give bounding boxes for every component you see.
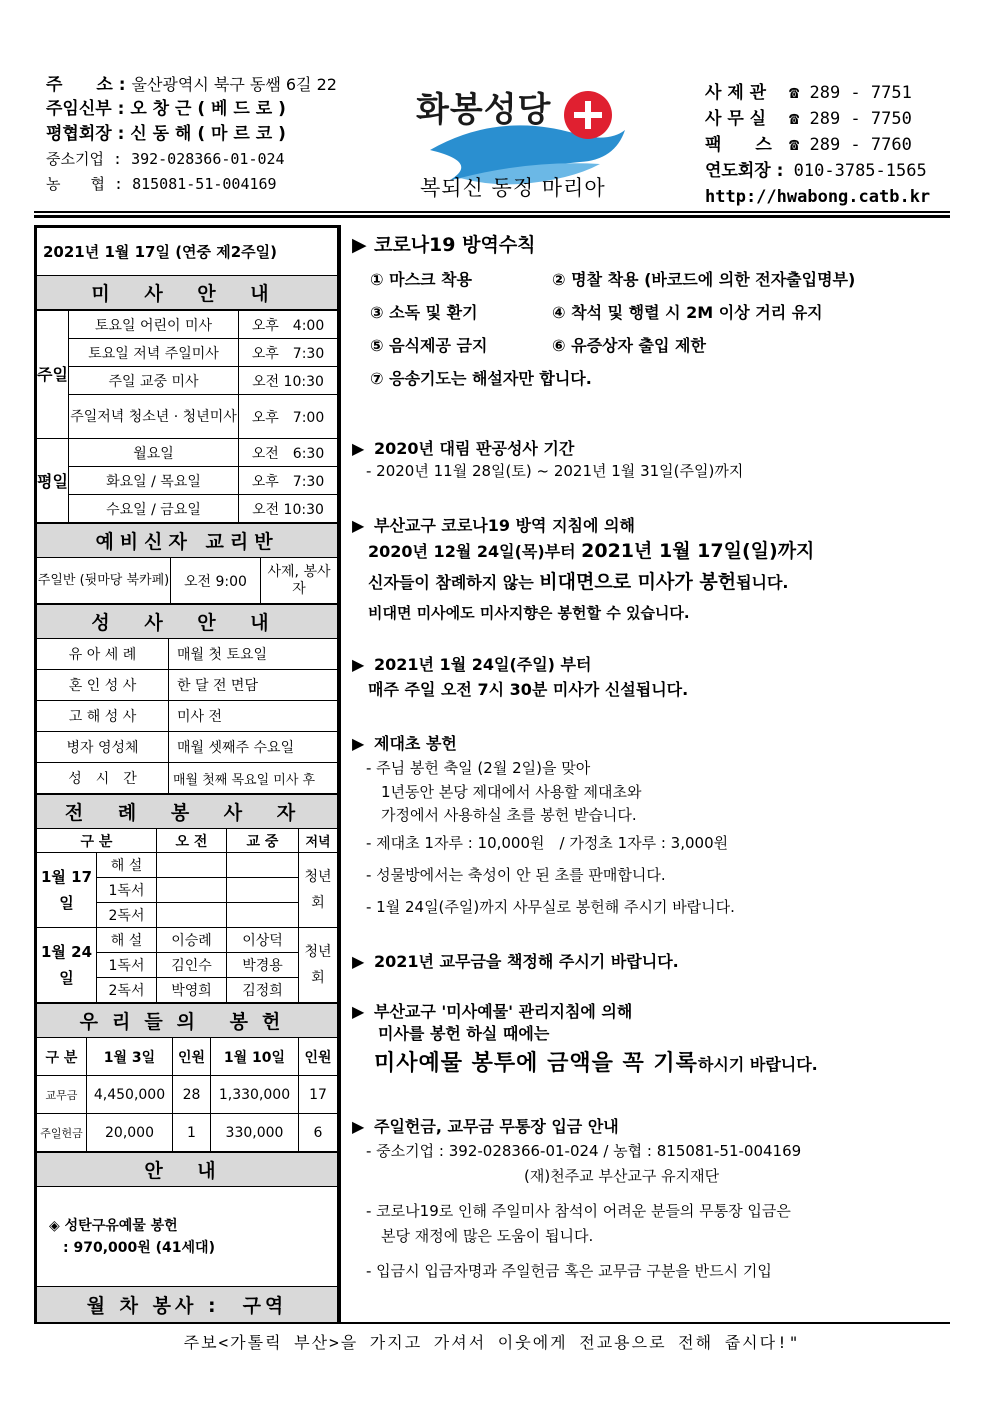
offering-count: 17 [299, 1076, 338, 1114]
office-label: 사 무 실 [705, 109, 767, 129]
pastor-label: 주임신부 [46, 99, 112, 119]
sacrament-name: 병자 영성체 [37, 732, 169, 763]
mass-name: 수요일 / 금요일 [69, 495, 239, 523]
rule-item: ⑥ 유증상자 출입 제한 [552, 336, 706, 355]
left-column [34, 225, 340, 1322]
candle-line: - 주님 봉헌 축일 (2월 2일)을 맞아 [366, 759, 591, 777]
liturgy-role: 1독서 [97, 878, 157, 903]
notice-line: ◈ 성탄구유예물 봉헌 [49, 1217, 178, 1234]
mass-name: 토요일 저녁 주일미사 [69, 339, 239, 367]
contact-label: 연도회장 : [705, 161, 784, 181]
header-info: 주 소 : 울산광역시 북구 동쌤 6길 22 주임신부 : 오 창 근 ( 베 드 로 ) 평협회장 : 신 동 해 ( 마 르 코 ) 중소기업 : 392-028366-01-024 농 협 : 815081-51-004169 [46, 75, 337, 193]
sacrament-name: 성 시 간 [37, 763, 169, 794]
footer-divider [34, 1322, 950, 1324]
rectory-label: 사 제 관 [705, 83, 767, 103]
office-phone: ☎ 289 - 7750 [789, 109, 912, 129]
offering-header: 1월 3일 [87, 1038, 173, 1076]
catechumen-table [36, 523, 338, 604]
offering-count: 28 [173, 1076, 211, 1114]
contact-info [705, 80, 955, 210]
offering-title: 우리들의 봉헌 [37, 1004, 338, 1038]
liturgy-table [36, 794, 338, 1003]
notice-title: 안 내 [37, 1153, 338, 1187]
candle-line: - 1월 24일(주일)까지 사무실로 봉헌해 주시기 바랍니다. [366, 898, 735, 916]
mass-time: 오후 7:30 [239, 339, 338, 367]
offering-count: 1 [173, 1114, 211, 1152]
mass-time: 오전 6:30 [239, 439, 338, 467]
notice-body [37, 1187, 338, 1287]
bank2-label: 농 협 [46, 175, 105, 193]
sacrament-table [36, 604, 338, 794]
candle-line: 1년동안 본당 제대에서 사용할 제대초와 [366, 783, 642, 801]
offering-amount: 20,000 [87, 1114, 173, 1152]
covid-title: 코로나19 방역수칙 [374, 234, 536, 256]
rectory-phone: ☎ 289 - 7751 [789, 83, 912, 103]
patron-name: 복되신 동정 마리아 [420, 176, 606, 200]
offering-rule-big: 미사예물 봉투에 금액을 꼭 기록 [374, 1051, 698, 1076]
bank-line: - 중소기업 : 392-028366-01-024 / 농협 : 815081-51-004169 [366, 1142, 802, 1160]
offering-type: 교무금 [37, 1076, 87, 1114]
offering-rule-title: 부산교구 '미사예물' 관리지침에 의해 [374, 1002, 633, 1021]
monthly-label: 월 차 봉사 : [86, 1295, 220, 1317]
candle-line: - 제대초 1자루 : 10,000원 / 가정초 1자루 : 3,000원 [366, 834, 729, 852]
catechumen-teacher: 사제, 봉사자 [261, 558, 338, 604]
busan-line2a: 신자들이 참례하지 않는 [368, 573, 540, 592]
liturgy-header: 오 전 [157, 829, 227, 853]
candle-title: 제대초 봉헌 [374, 734, 457, 753]
offering-header: 인원 [173, 1038, 211, 1076]
sunday-label: 주일 [37, 311, 69, 439]
rule-item: ⑤ 음식제공 금지 [370, 336, 488, 355]
rule-item: ④ 착석 및 행렬 시 2M 이상 거리 유지 [552, 303, 823, 322]
mass-title: 미 사 안 내 [37, 276, 338, 310]
header-divider [34, 211, 950, 213]
liturgy-am [157, 878, 227, 903]
liturgy-role: 1독서 [97, 953, 157, 978]
bank1-label: 중소기업 [46, 150, 104, 168]
liturgy-role: 해 설 [97, 853, 157, 878]
liturgy-main [227, 903, 299, 928]
pastor: 오 창 근 ( 베 드 로 ) [130, 99, 286, 119]
busan-line1b: 2021년 1월 17일(일)까지 [581, 540, 815, 562]
website-link[interactable]: http://hwabong.catb.kr [705, 187, 931, 207]
advent-line: - 2020년 11월 28일(토) ~ 2021년 1월 31일(주일)까지 [366, 462, 744, 480]
bulletin-date: 2021년 1월 17일 (연중 제2주일) [37, 228, 338, 276]
offering-amount: 1,330,000 [211, 1076, 299, 1114]
left-table [36, 227, 338, 310]
offering-header: 인원 [299, 1038, 338, 1076]
monthly-value: 구역 [242, 1295, 288, 1317]
offering-amount: 330,000 [211, 1114, 299, 1152]
president: 신 동 해 ( 마 르 코 ) [130, 124, 286, 144]
sacrament-when: 한 달 전 면담 [169, 670, 338, 701]
mass-time: 오후 4:00 [239, 311, 338, 339]
offering-count: 6 [299, 1114, 338, 1152]
liturgy-header: 구 분 [37, 829, 157, 853]
catechumen-time: 오전 9:00 [171, 558, 261, 604]
busan-line2b: 비대면으로 미사가 봉헌 [539, 571, 737, 593]
mass-time: 오전 10:30 [239, 367, 338, 395]
mass-name: 화요일 / 목요일 [69, 467, 239, 495]
catechumen-class: 주일반 (뒷마당 북카페) [37, 558, 171, 604]
mass-name: 주일저녁 청소년 · 청년미사 [69, 395, 239, 439]
busan-line1a: 2020년 12월 24일(목)부터 [368, 542, 582, 561]
parish-logo [410, 80, 640, 210]
notice-table [36, 1152, 338, 1323]
offering-amount: 4,450,000 [87, 1076, 173, 1114]
bank2-account: 815081-51-004169 [132, 175, 277, 193]
liturgy-am: 김인수 [157, 953, 227, 978]
offering-type: 주일헌금 [37, 1114, 87, 1152]
offering-header: 1월 10일 [211, 1038, 299, 1076]
bank-line: - 코로나19로 인해 주일미사 참석이 어려운 분들의 무통장 입금은 [366, 1202, 791, 1220]
new-mass-title: 2021년 1월 24일(주일) 부터 [374, 655, 592, 674]
offering-table [36, 1003, 338, 1152]
sacrament-when: 매월 첫째 목요일 미사 후 [169, 763, 338, 794]
bank1-account: 392-028366-01-024 [131, 150, 285, 168]
rule-item: ⑦ 응송기도는 해설자만 합니다. [370, 369, 592, 388]
fax-phone: ☎ 289 - 7760 [789, 135, 912, 155]
notice-line: : 970,000원 (41세대) [49, 1239, 215, 1256]
advent-title: 2020년 대림 판공성사 기간 [374, 439, 575, 458]
footer-text: 주보<가톨릭 부산>을 가지고 가셔서 이웃에게 전교용으로 전해 줍시다!" [183, 1333, 801, 1352]
tithe-title: 2021년 교무금을 책정해 주시기 바랍니다. [374, 952, 679, 971]
mass-table [36, 310, 338, 523]
address: 울산광역시 북구 동쌤 6길 22 [131, 75, 337, 94]
liturgy-main: 김정희 [227, 978, 299, 1003]
liturgy-title: 전 례 봉 사 자 [37, 795, 338, 829]
candle-line: - 성물방에서는 축성이 안 된 초를 판매합니다. [366, 866, 666, 884]
contact-phone: 010-3785-1565 [793, 161, 927, 181]
catechumen-title: 예비신자 교리반 [37, 524, 338, 558]
liturgy-main [227, 853, 299, 878]
liturgy-main [227, 878, 299, 903]
bank-line: 본당 재정에 많은 도움이 됩니다. [366, 1227, 594, 1245]
president-label: 평협회장 [46, 124, 112, 144]
liturgy-role: 2독서 [97, 903, 157, 928]
bank-line: (재)천주교 부산교구 유지재단 [524, 1167, 720, 1185]
liturgy-header: 저녁 [299, 829, 338, 853]
liturgy-am [157, 853, 227, 878]
weekday-label: 평일 [37, 439, 69, 523]
mass-name: 월요일 [69, 439, 239, 467]
offering-rule-line1: 미사를 봉헌 하실 때에는 [378, 1024, 550, 1043]
liturgy-am: 박영희 [157, 978, 227, 1003]
offering-header: 구 분 [37, 1038, 87, 1076]
liturgy-date: 1월 24일 [37, 928, 97, 1003]
candle-line: 가정에서 사용하실 초를 봉헌 받습니다. [366, 806, 637, 824]
mass-name: 주일 교중 미사 [69, 367, 239, 395]
sacrament-name: 유 아 세 례 [37, 639, 169, 670]
liturgy-am: 이승례 [157, 928, 227, 953]
column-divider [339, 225, 341, 1322]
header-divider-thick [34, 215, 950, 218]
address-label: 주 소 [46, 75, 113, 95]
sacrament-name: 고 해 성 사 [37, 701, 169, 732]
rule-item: ① 마스크 착용 [370, 270, 472, 289]
sacrament-when: 미사 전 [169, 701, 338, 732]
liturgy-am [157, 903, 227, 928]
mass-time: 오후 7:30 [239, 467, 338, 495]
sacrament-title: 성 사 안 내 [37, 605, 338, 639]
rule-item: ② 명찰 착용 (바코드에 의한 전자출입명부) [552, 270, 856, 289]
busan-line2c: 됩니다. [736, 573, 789, 592]
liturgy-header: 교 중 [227, 829, 299, 853]
mass-name: 토요일 어린이 미사 [69, 311, 239, 339]
sacrament-name: 혼 인 성 사 [37, 670, 169, 701]
liturgy-date: 1월 17일 [37, 853, 97, 928]
new-mass-line: 매주 주일 오전 7시 30분 미사가 신설됩니다. [368, 680, 689, 699]
parish-name: 화봉성당 [416, 90, 552, 130]
fax-label: 팩 스 [705, 135, 772, 155]
sacrament-when: 매월 셋째주 수요일 [169, 732, 338, 763]
rule-item: ③ 소독 및 환기 [370, 303, 478, 322]
liturgy-evening: 청년회 [299, 928, 338, 1003]
liturgy-role: 해 설 [97, 928, 157, 953]
offering-rule-tail: 하시기 바랍니다. [697, 1055, 818, 1074]
monthly-service [37, 1287, 338, 1323]
busan-line3: 비대면 미사에도 미사지향은 봉헌할 수 있습니다. [368, 604, 690, 622]
busan-title: 부산교구 코로나19 방역 지침에 의해 [374, 516, 635, 535]
sacrament-when: 매월 첫 토요일 [169, 639, 338, 670]
liturgy-evening: 청년회 [299, 853, 338, 928]
bank-title: 주일헌금, 교무금 무통장 입금 안내 [374, 1117, 619, 1136]
bank-line: - 입금시 입금자명과 주일헌금 혹은 교무금 구분을 반드시 기입 [366, 1262, 772, 1280]
liturgy-role: 2독서 [97, 978, 157, 1003]
liturgy-main: 이상덕 [227, 928, 299, 953]
liturgy-main: 박경용 [227, 953, 299, 978]
mass-time: 오전 10:30 [239, 495, 338, 523]
mass-time: 오후 7:00 [239, 395, 338, 439]
